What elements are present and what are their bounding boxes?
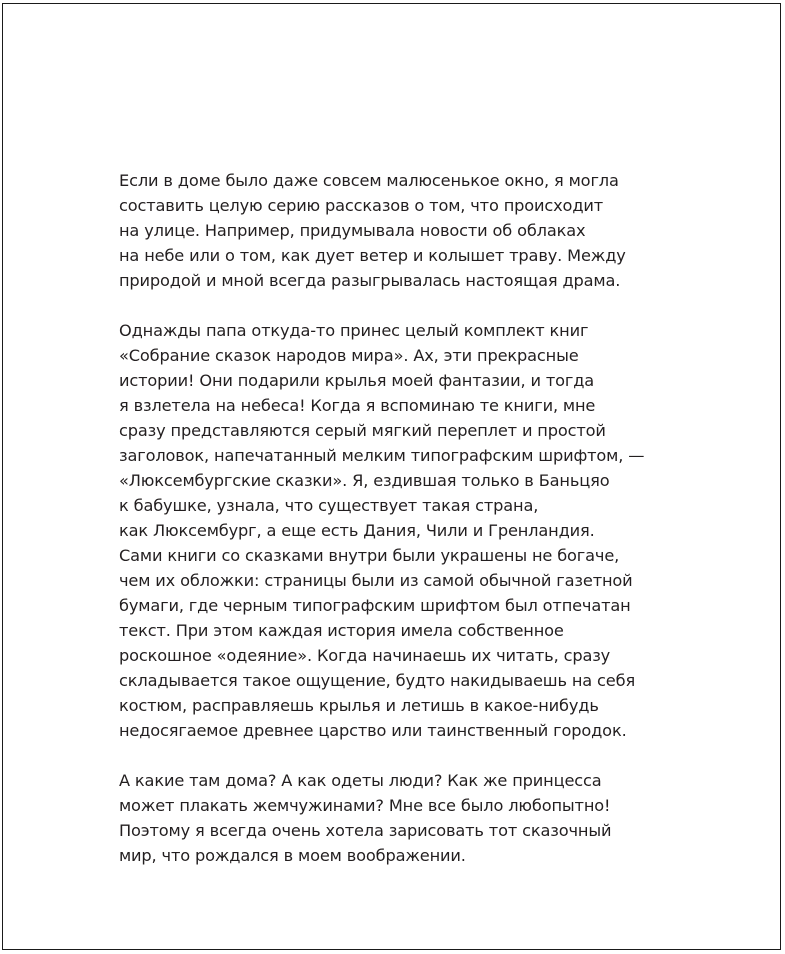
text-line: Однажды папа откуда-то принес целый комплект книг	[119, 321, 589, 340]
text-line: А какие там дома? А как одеты люди? Как же принцесса	[119, 771, 602, 790]
text-line: я взлетела на небеса! Когда я вспоминаю те книги, мне	[119, 396, 596, 415]
text-line: сразу представляются серый мягкий переплет и простой	[119, 421, 606, 440]
text-line: составить целую серию рассказов о том, что происходит	[119, 196, 604, 215]
text-line: костюм, расправляешь крылья и летишь в какое-нибудь	[119, 696, 599, 715]
text-line: Поэтому я всегда очень хотела зарисовать тот сказочный	[119, 821, 612, 840]
text-line: истории! Они подарили крылья моей фантазии, и тогда	[119, 371, 595, 390]
text-line: недосягаемое древнее царство или таинственный городок.	[119, 721, 627, 740]
text-line: текст. При этом каждая история имела собственное	[119, 621, 564, 640]
text-line: роскошное «одеяние». Когда начинаешь их читать, сразу	[119, 646, 611, 665]
text-line: как Люксембург, а еще есть Дания, Чили и Гренландия.	[119, 521, 595, 540]
text-line: на небе или о том, как дует ветер и колышет траву. Между	[119, 246, 626, 265]
text-line: мир, что рождался в моем воображении.	[119, 846, 466, 865]
text-line: Если в доме было даже совсем малюсенькое окно, я могла	[119, 171, 619, 190]
text-line: природой и мной всегда разыгрывалась настоящая драма.	[119, 271, 621, 290]
paragraph-2	[119, 318, 679, 743]
body-text	[119, 168, 679, 893]
text-line: на улице. Например, придумывала новости об облаках	[119, 221, 586, 240]
text-line: заголовок, напечатанный мелким типографским шрифтом, —	[119, 446, 645, 465]
text-line: может плакать жемчужинами? Мне все было любопытно!	[119, 796, 611, 815]
text-line: Сами книги со сказками внутри были украшены не богаче,	[119, 546, 620, 565]
text-line: бумаги, где черным типографским шрифтом был отпечатан	[119, 596, 631, 615]
text-line: «Люксембургские сказки». Я, ездившая только в Баньцяо	[119, 471, 610, 490]
text-line: «Собрание сказок народов мира». Ах, эти прекрасные	[119, 346, 579, 365]
paragraph-1	[119, 168, 679, 293]
text-line: чем их обложки: страницы были из самой обычной газетной	[119, 571, 633, 590]
text-line: к бабушке, узнала, что существует такая страна,	[119, 496, 539, 515]
paragraph-3	[119, 768, 679, 868]
text-line: складывается такое ощущение, будто накидываешь на себя	[119, 671, 636, 690]
